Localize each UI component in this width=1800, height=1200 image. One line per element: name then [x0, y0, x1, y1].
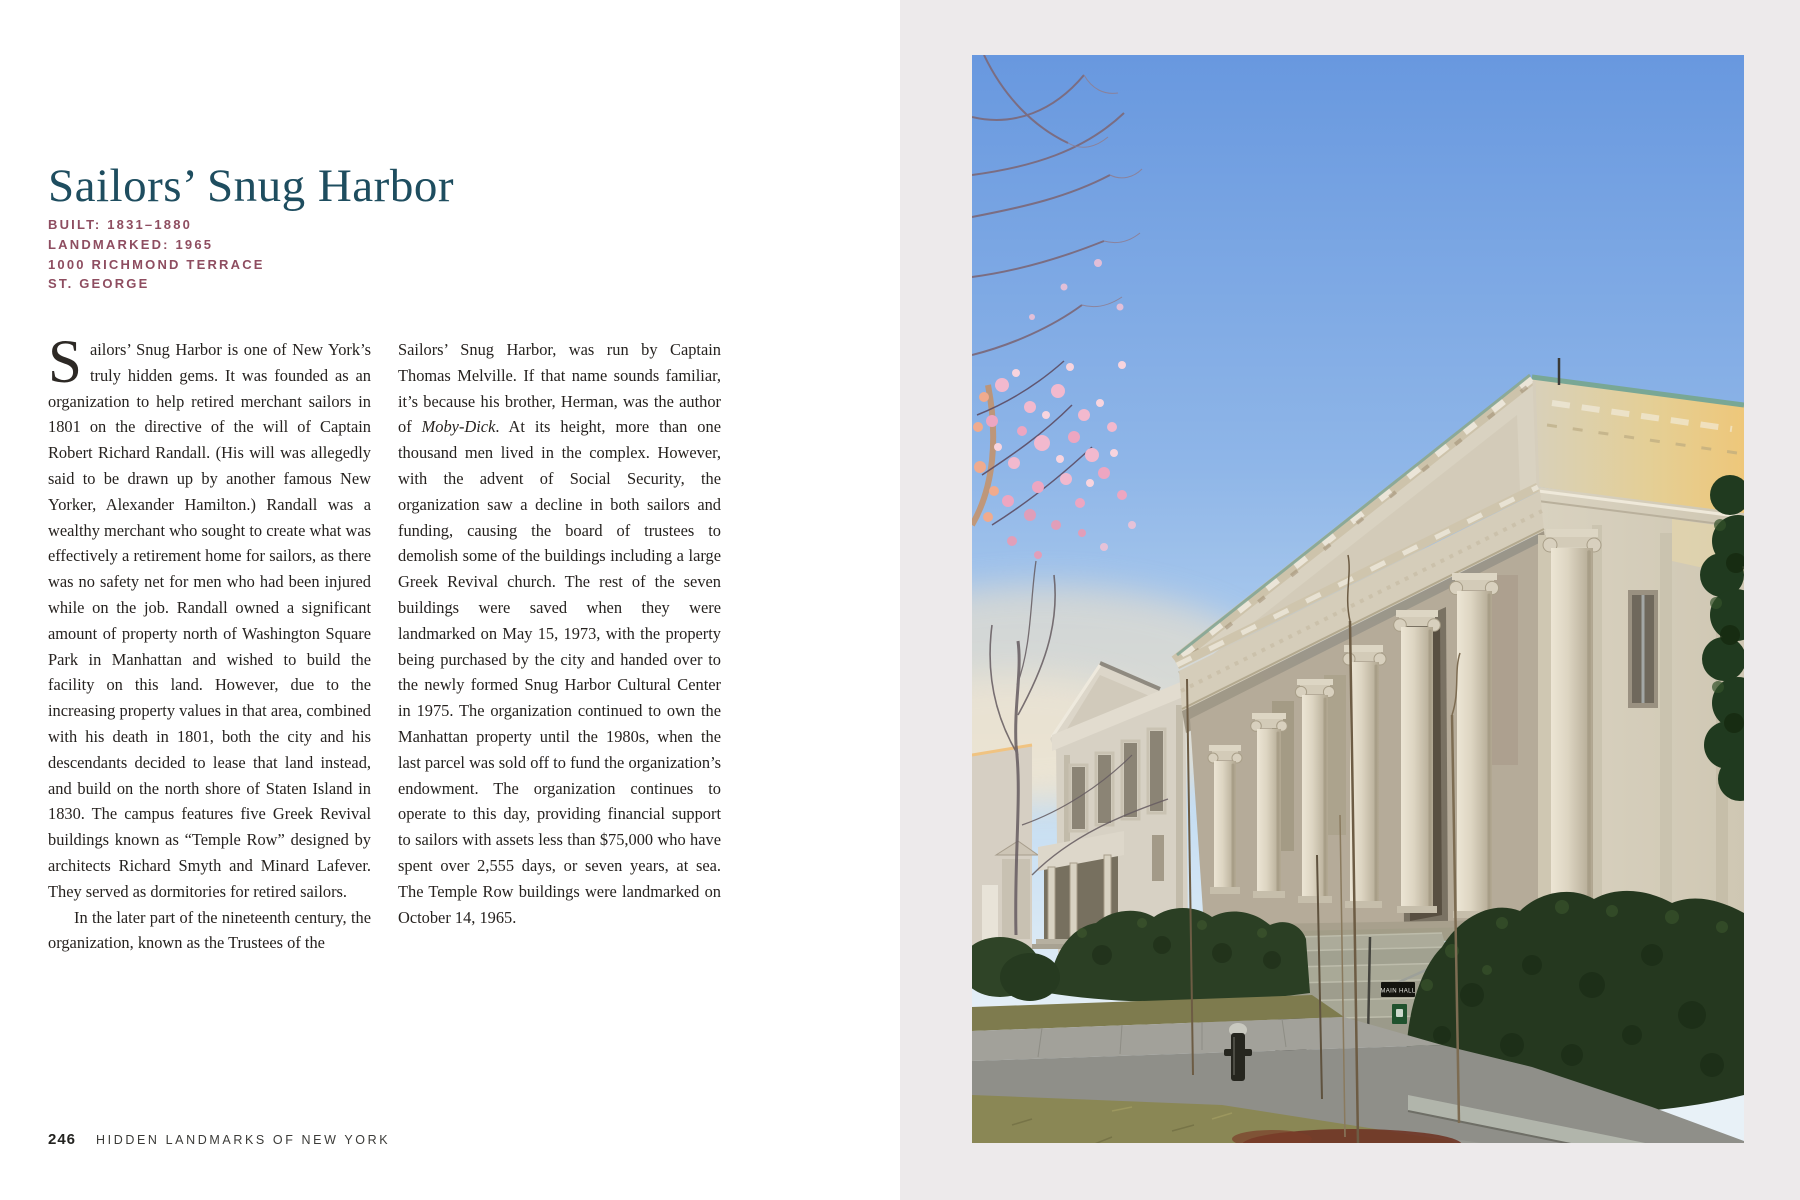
main-hall-sign	[1380, 982, 1416, 997]
green-info-sign	[1392, 1004, 1407, 1024]
meta-line-address: 1000 RICHMOND TERRACE	[48, 256, 265, 272]
landmark-meta-block	[48, 215, 265, 294]
footer-page-number: 246	[48, 1131, 77, 1148]
article-column-2	[398, 337, 721, 956]
page-title: Sailors’ Snug Harbor	[48, 160, 454, 213]
paragraph-1-text: ailors’ Snug Harbor is one of New York’s truly hidden gems. It was founded as an organization to help retired merchant sailors in 1801 on the directive of the will of Captain Robert Richard Randall. (His will was allegedly said to be drawn up by another famous New Yorker, Alexander Hamilton.) Randall was a wealthy merchant who sought to create what was effectively a retirement home for sailors, as there was no safety net for men who had been injured while on the job. Randall owned a significant amount of property north of Washington Square Park in Manhattan and wished to build the facility on this land. However, due to the increasing property values in that area, combined with his death in 1801, both the city and his descendants decided to lease that land instead, and build on the north shore of Staten Island in 1830. The campus features five Greek Revival buildings known as “Temple Row” designed by architects Richard Smyth and Minard Lafever. They served as dormitories for retired sailors.	[48, 340, 371, 901]
background-building-far-left	[972, 745, 1038, 970]
corner-column	[1543, 529, 1601, 927]
article-column-1	[48, 329, 371, 956]
meta-line-neighborhood: ST. GEORGE	[48, 276, 150, 292]
article-body	[48, 329, 721, 956]
drop-cap: S	[48, 329, 82, 396]
landmark-photo	[972, 55, 1744, 1143]
footer-book-title: HIDDEN LANDMARKS OF NEW YORK	[96, 1133, 391, 1147]
meta-line-landmarked: LANDMARKED: 1965	[48, 236, 214, 252]
main-hall-sign-label: MAIN HALL	[1380, 988, 1416, 995]
right-page	[900, 0, 1800, 1200]
article-paragraph-2: In the later part of the nineteenth century, the organization, known as the Trustees of the	[48, 907, 371, 953]
landmark-photo-illustration	[972, 55, 1744, 1143]
meta-line-built: BUILT: 1831–1880	[48, 217, 193, 232]
article-paragraph-2-continued: Sailors’ Snug Harbor, was run by Captain Thomas Melville. If that name sounds familiar, it’s because his brother, Herman, was the author of Moby-Dick. At its height, more than one thousand men lived in the complex. However, with the advent of Social Security, the organization saw a decline in both sailors and funding, causing the board of trustees to demolish some of the buildings including a large Greek Revival church. The rest of the seven buildings were saved when they were landmarked on May 15, 1973, with the property being purchased by the city and handed over to the newly formed Snug Harbor Cultural Center in 1975. The organization continued to own the Manhattan property until the 1980s, when the last parcel was sold off to fund the organization’s endowment. The organization continues to operate to this day, providing financial support to sailors with assets less than $75,000 who have spent over 2,555 days, or seven years, at sea. The Temple Row buildings were landmarked on October 14, 1965.	[398, 340, 721, 927]
article-paragraph-1	[48, 329, 371, 905]
page-footer	[48, 1131, 390, 1148]
